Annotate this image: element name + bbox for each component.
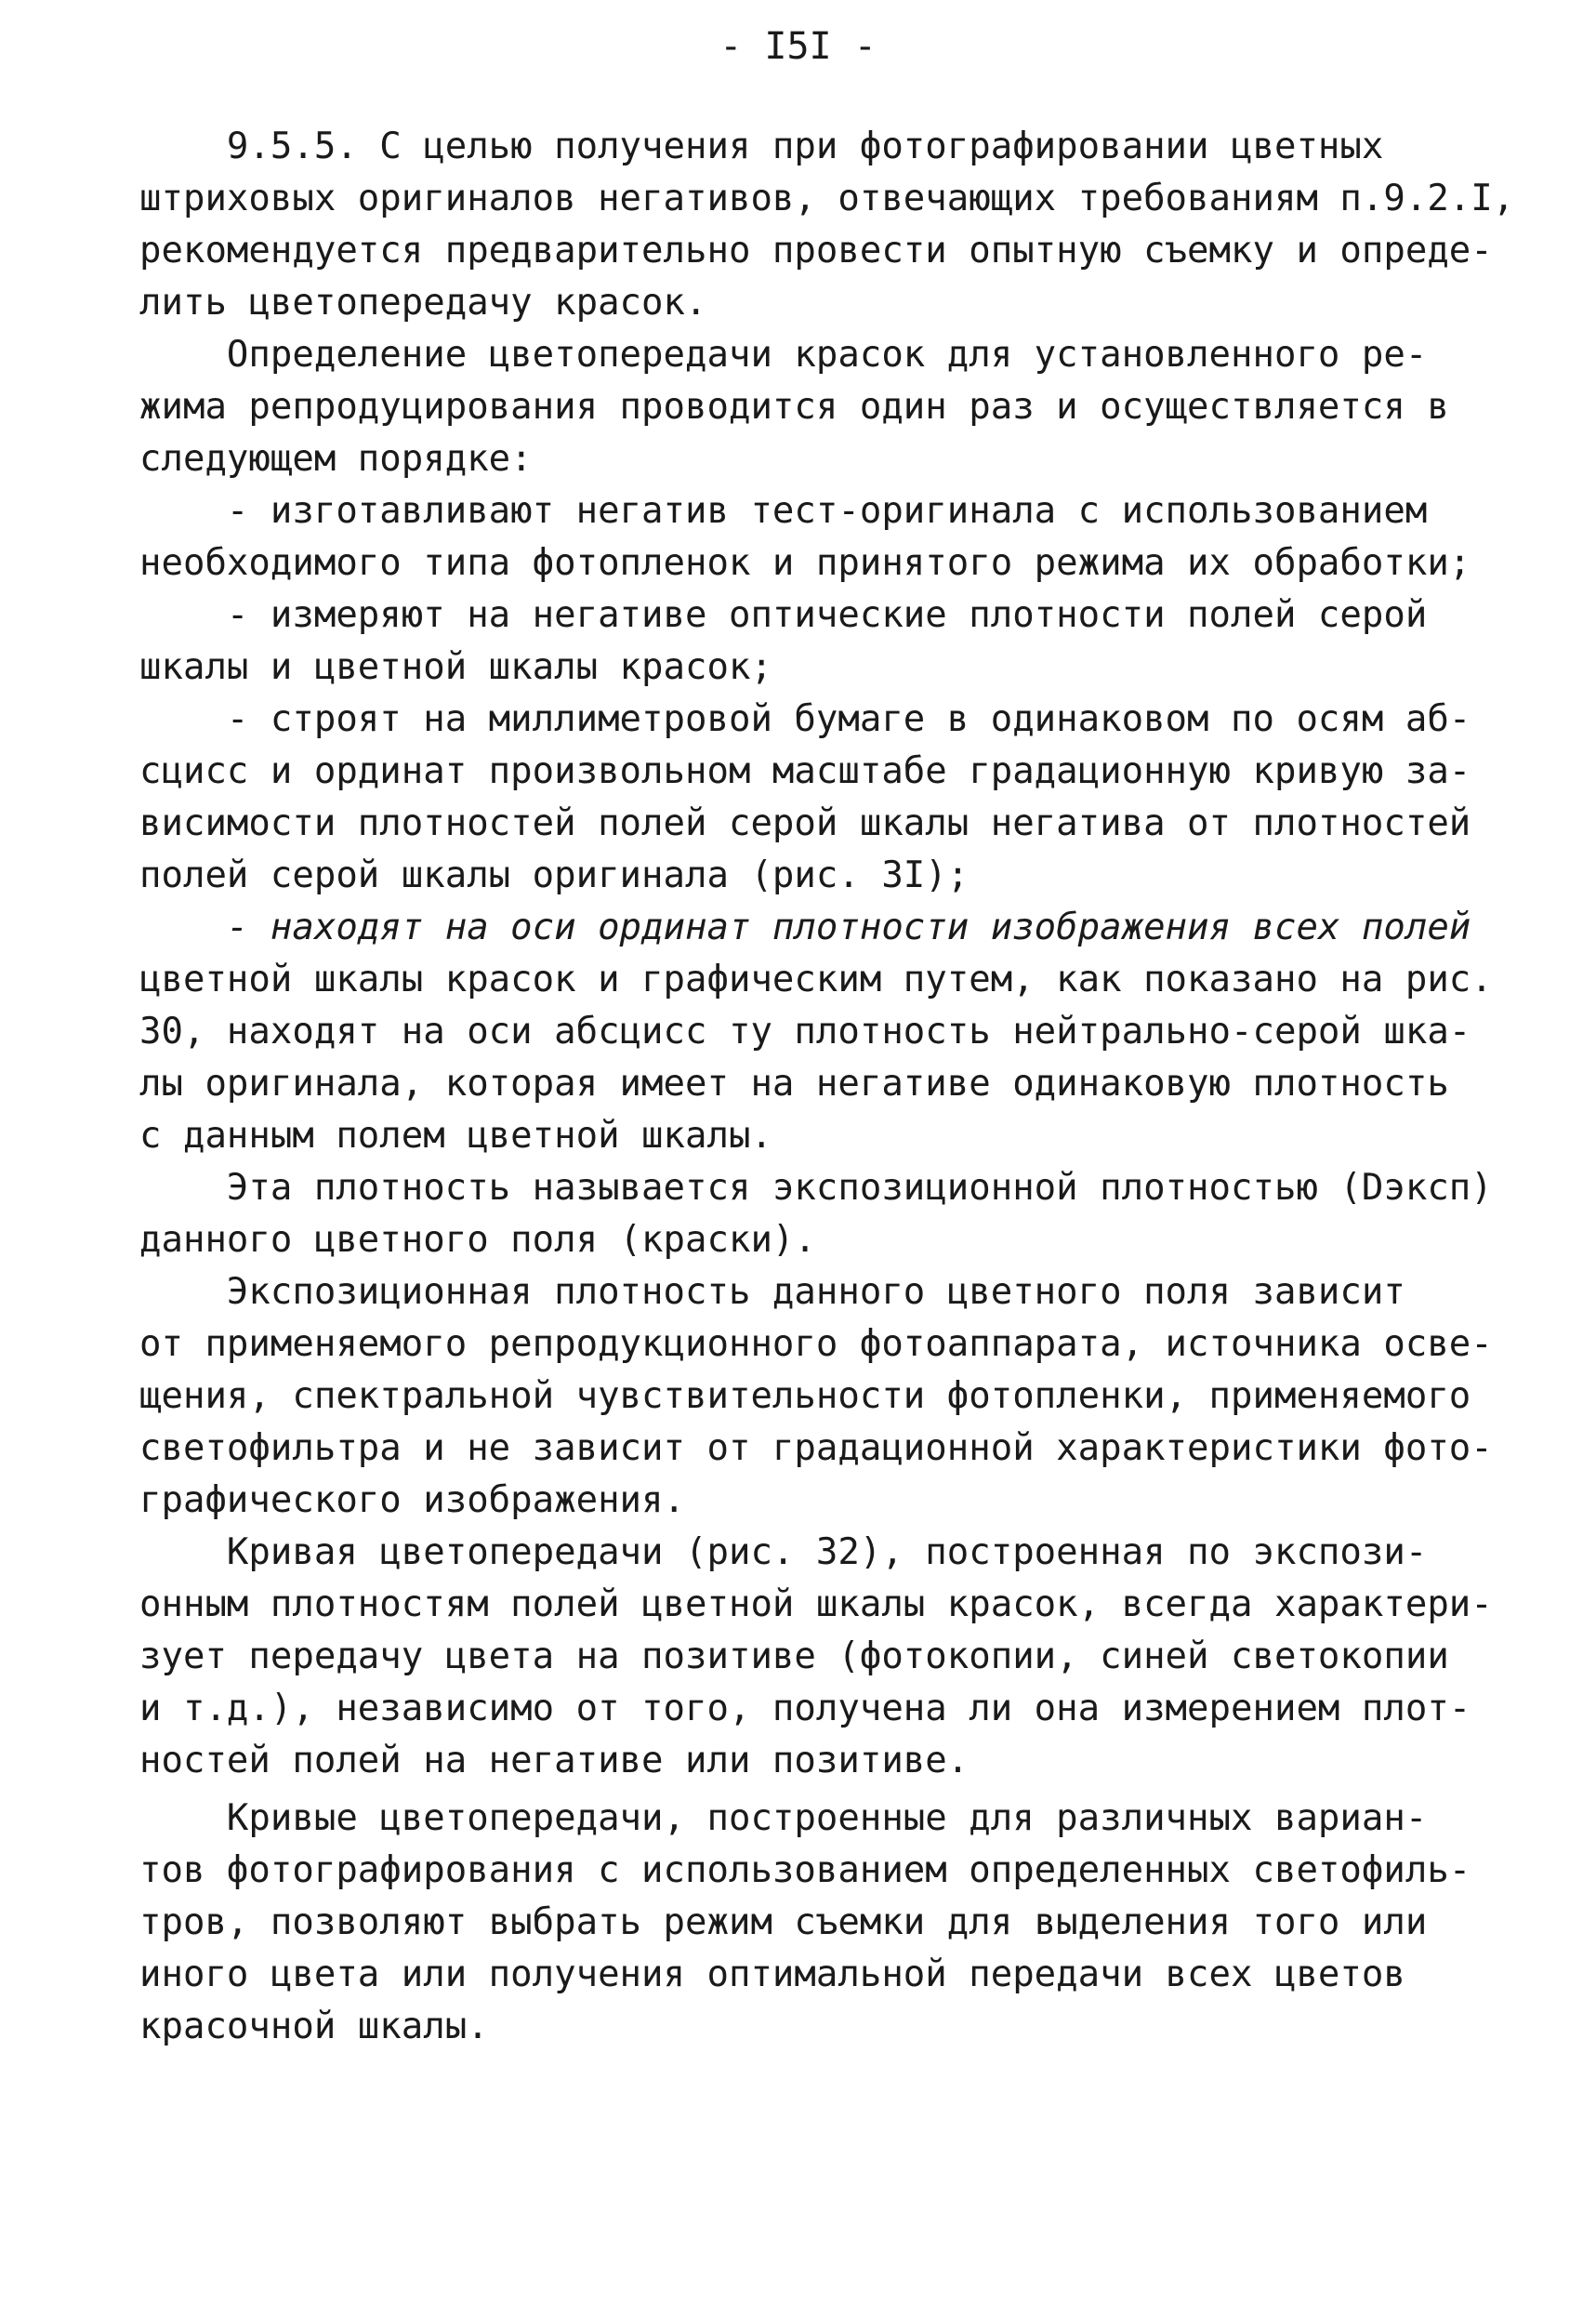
text-line: Экспозиционная плотность данного цветного поля зависит: [139, 1271, 1405, 1313]
text-line: - строят на миллиметровой бумаге в одинаковом по осям аб-: [139, 698, 1471, 740]
text-line: красочной шкалы.: [139, 2006, 489, 2047]
text-line: онным плотностям полей цветной шкалы красок, всегда характери-: [139, 1583, 1493, 1625]
page-number: - I5I -: [719, 25, 877, 68]
text-line: Определение цветопередачи красок для установленного ре-: [139, 334, 1428, 376]
list-item-negative: [139, 485, 1506, 589]
text-line: тов фотографирования с использованием определенных светофиль-: [139, 1849, 1471, 1891]
text-line: Эта плотность называется экспозиционной плотностью (Dэксп): [139, 1167, 1493, 1209]
text-line: Кривые цветопередачи, построенные для различных вариан-: [139, 1797, 1428, 1839]
paragraph-9-5-5: [139, 121, 1515, 329]
paragraph-procedure-intro: [139, 329, 1506, 485]
text-line: и т.д.), независимо от того, получена ли она измерением плот-: [139, 1688, 1471, 1729]
text-line: висимости плотностей полей серой шкалы негатива от плотностей: [139, 802, 1471, 844]
paragraph-color-curves-variants: [139, 1793, 1506, 2053]
text-line: от применяемого репродукционного фотоаппарата, источника осве-: [139, 1323, 1493, 1365]
list-item-measure: [139, 589, 1506, 694]
text-line: следующем порядке:: [139, 438, 533, 480]
text-line: Кривая цветопередачи (рис. 32), построенная по экспози-: [139, 1531, 1428, 1573]
text-line: шкалы и цветной шкалы красок;: [139, 646, 772, 688]
text-line: зует передачу цвета на позитиве (фотокопии, синей светокопии: [139, 1635, 1449, 1677]
text-line: - изготавливают негатив тест-оригинала с использованием: [139, 490, 1428, 532]
text-line: рекомендуется предварительно провести опытную съемку и опреде-: [139, 230, 1493, 271]
text-line: графического изображения.: [139, 1479, 685, 1521]
text-line: сцисс и ординат произвольном масштабе градационную кривую за-: [139, 750, 1471, 792]
paragraph-exposure-density-dependence: [139, 1266, 1506, 1527]
text-line: 30, находят на оси абсцисс ту плотность нейтрально-серой шка-: [139, 1011, 1471, 1053]
text-line: ностей полей на негативе или позитиве.: [139, 1740, 969, 1781]
text-line: штриховых оригиналов негативов, отвечающих требованиям п.9.2.I,: [139, 178, 1515, 219]
text-line: щения, спектральной чувствительности фотопленки, применяемого: [139, 1375, 1471, 1417]
paragraph-exposure-density-definition: [139, 1162, 1506, 1266]
text-line: полей серой шкалы оригинала (рис. 3I);: [139, 854, 969, 896]
text-line: данного цветного поля (краски).: [139, 1219, 816, 1261]
list-item-plot-curve: [139, 694, 1506, 902]
text-line: 9.5.5. С целью получения при фотографировании цветных: [139, 126, 1384, 167]
text-line: тров, позволяют выбрать режим съемки для выделения того или: [139, 1901, 1428, 1943]
text-line: - измеряют на негативе оптические плотности полей серой: [139, 594, 1428, 636]
list-item-find-density: [139, 902, 1506, 1162]
body-text: [139, 121, 1515, 2053]
text-line: лы оригинала, которая имеет на негативе одинаковую плотность: [139, 1063, 1449, 1105]
text-line: - находят на оси ординат плотности изображения всех полей: [139, 907, 1471, 948]
text-line: лить цветопередачу красок.: [139, 282, 707, 324]
text-line: с данным полем цветной шкалы.: [139, 1115, 772, 1157]
text-line: жима репродуцирования проводится один раз и осуществляется в: [139, 386, 1449, 428]
paragraph-color-curve: [139, 1527, 1506, 1787]
text-line: цветной шкалы красок и графическим путем, как показано на рис.: [139, 959, 1493, 1000]
text-line: иного цвета или получения оптимальной передачи всех цветов: [139, 1953, 1405, 1995]
text-line: необходимого типа фотопленок и принятого режима их обработки;: [139, 542, 1471, 584]
text-line: светофильтра и не зависит от градационной характеристики фото-: [139, 1427, 1493, 1469]
